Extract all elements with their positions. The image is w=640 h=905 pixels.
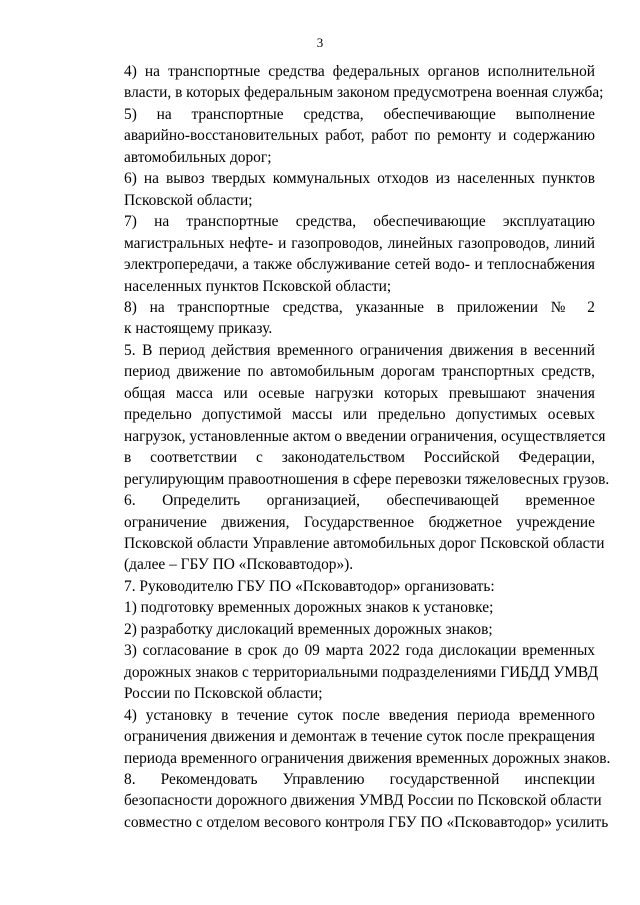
text-line: России по Псковской области;: [124, 685, 323, 703]
text-line: 3) согласование в срок до 09 марта 2022 года дислокации временных: [124, 642, 595, 660]
text-line: 2) разработку дислокаций временных дорожных знаков;: [124, 620, 493, 638]
text-line: 5) на транспортные средства, обеспечивающие выполнение: [124, 105, 595, 123]
text-line: аварийно-восстановительных работ, работ по ремонту и содержанию: [124, 127, 595, 145]
text-line: 8) на транспортные средства, указанные в приложении № 2: [124, 298, 595, 316]
text-line: 6. Определить организацией, обеспечивающей временное: [124, 492, 595, 510]
text-line: 6) на вывоз твердых коммунальных отходов из населенных пунктов: [124, 170, 595, 188]
text-line: автомобильных дорог;: [124, 148, 272, 166]
document-body: [82, 61, 611, 833]
text-line: власти, в которых федеральным законом предусмотрена военная служба;: [124, 84, 604, 102]
paragraph: [82, 104, 595, 168]
text-line: безопасности дорожного движения УМВД России по Псковской области: [124, 792, 602, 810]
text-line: ограничение движения, Государственное бюджетное учреждение: [124, 513, 595, 531]
paragraph: [82, 340, 610, 490]
text-line: электропередачи, а также обслуживание сетей водо- и теплоснабжения: [124, 256, 595, 274]
paragraph: [82, 597, 595, 618]
text-line: Псковской области Управление автомобильных дорог Псковской области: [124, 534, 605, 552]
paragraph: [82, 576, 595, 597]
text-line: в соответствии с законодательством Российской Федерации,: [124, 449, 595, 467]
text-line: 4) установку в течение суток после введения периода временного: [124, 706, 595, 724]
text-line: дорожных знаков с территориальными подразделениями ГИБДД УМВД: [124, 663, 599, 681]
text-line: нагрузок, установленные актом о введении ограничения, осуществляется: [124, 427, 606, 445]
text-line: к настоящему приказу.: [124, 320, 273, 338]
text-line: совместно с отделом весового контроля ГБУ ПО «Псковавтодор» усилить: [124, 813, 609, 831]
text-line: предельно допустимой массы или предельно допустимых осевых: [124, 406, 595, 424]
text-line: 4) на транспортные средства федеральных органов исполнительной: [124, 63, 595, 80]
paragraph: [82, 297, 595, 340]
paragraph: [82, 168, 595, 211]
text-line: (далее – ГБУ ПО «Псковавтодор»).: [124, 556, 354, 574]
text-line: 5. В период действия временного ограничения движения в весенний: [124, 341, 595, 359]
text-line: 7. Руководителю ГБУ ПО «Псковавтодор» организовать:: [124, 577, 495, 595]
text-line: Псковской области;: [124, 191, 253, 209]
text-line: ограничения движения и демонтаж в течение суток после прекращения: [124, 728, 595, 746]
text-line: регулирующим правоотношения в сфере перевозки тяжеловесных грузов.: [124, 470, 610, 488]
text-line: 1) подготовку временных дорожных знаков к установке;: [124, 599, 494, 617]
text-line: населенных пунктов Псковской области;: [124, 277, 392, 295]
text-line: общая масса или осевые нагрузки которых превышают значения: [124, 384, 595, 402]
text-line: 7) на транспортные средства, обеспечивающие эксплуатацию: [124, 213, 595, 231]
paragraph: [82, 640, 599, 704]
text-line: магистральных нефте- и газопроводов, линейных газопроводов, линий: [124, 234, 595, 252]
text-line: период движение по автомобильным дорогам транспортных средств,: [124, 363, 595, 381]
paragraph: [82, 769, 609, 833]
text-line: 8. Рекомендовать Управлению государственной инспекции: [124, 770, 595, 788]
page-number: 3: [316, 35, 324, 50]
text-line: периода временного ограничения движения временных дорожных знаков.: [124, 749, 611, 767]
paragraph: [82, 619, 595, 640]
paragraph: [82, 705, 611, 769]
paragraph: [82, 490, 605, 576]
paragraph: [82, 61, 604, 104]
paragraph: [82, 211, 595, 297]
